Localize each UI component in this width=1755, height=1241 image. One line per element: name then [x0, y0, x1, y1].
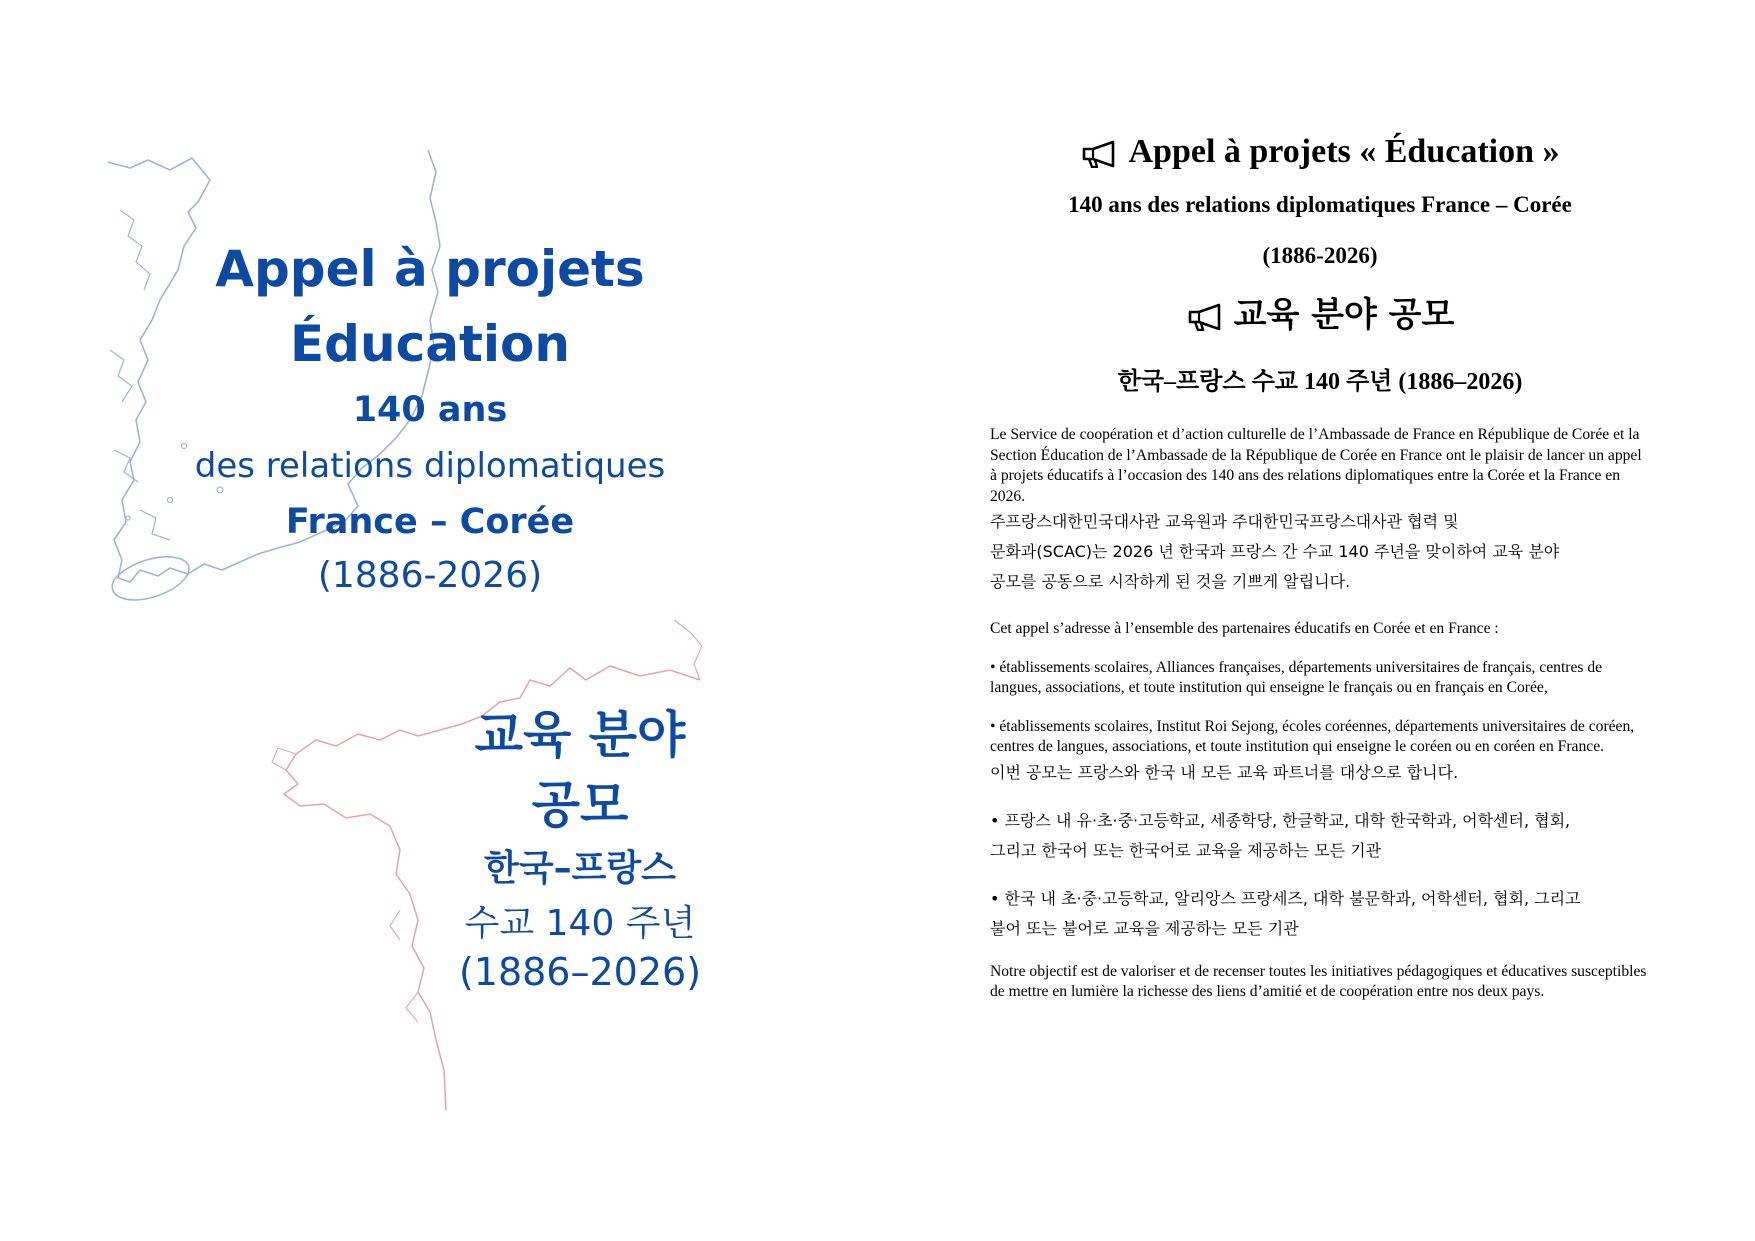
bullet-ko-2-line2: 불어 또는 불어로 교육을 제공하는 모든 기관 [990, 918, 1299, 938]
poster-title-line1: Appel à projets [215, 240, 645, 298]
document-title-ko [990, 293, 1650, 337]
document-title-fr [990, 130, 1650, 174]
megaphone-icon [1186, 303, 1226, 331]
poster-years-ko: (1886–2026) [458, 950, 702, 994]
objective-paragraph-fr: Notre objectif est de valoriser et de recenser toutes les initiatives pédagogiques et éducatives susceptibles de mettre en lumière la richesse des liens d’amitié et de coopération entre nos deux pays. [990, 962, 1647, 1000]
audience-paragraph-fr: Cet appel s’adresse à l’ensemble des partenaires éducatifs en Corée et en France : [990, 620, 1499, 637]
poster-title-line2: Éducation [290, 315, 570, 373]
poster-subtitle-relations: des relations diplomatiques [194, 446, 666, 486]
announcement-document [990, 130, 1650, 1003]
intro-paragraph-ko-line3: 공모를 공동으로 시작하게 된 것을 기쁘게 알립니다. [990, 572, 1351, 591]
poster-years-fr: (1886-2026) [317, 555, 543, 596]
poster [100, 150, 800, 1110]
poster-ko-title-line1: 교육 분야 [474, 706, 686, 764]
document-title-fr-text: Appel à projets « Éducation » [1128, 133, 1560, 170]
bullet-ko-1-line2: 그리고 한국어 또는 한국어로 교육을 제공하는 모든 기관 [990, 840, 1382, 860]
document-body [990, 425, 1650, 1003]
intro-paragraph-ko-line2: 문화과(SCAC)는 2026 년 한국과 프랑스 간 수교 140 주년을 맞이하여 교육 분야 [990, 542, 1560, 561]
document-title-ko-text: 교육 분야 공모 [1233, 295, 1455, 335]
intro-paragraph-fr: Le Service de coopération et d’action culturelle de l’Ambassade de France en République de Corée et la Section Éducation de l’Ambassade de la République de Corée en France ont le plaisir de lancer un appel à projets éducatifs à l’occasion des 140 ans des relations diplomatiques entre la Corée et la France en 2026. [990, 426, 1642, 505]
poster-subtitle-140-ans: 140 ans [352, 390, 508, 430]
intro-paragraph-ko-line1: 주프랑스대한민국대사관 교육원과 주대한민국프랑스대사관 협력 및 [990, 512, 1459, 531]
poster-subtitle-france-coree: France – Corée [285, 502, 575, 542]
audience-paragraph-ko: 이번 공모는 프랑스와 한국 내 모든 교육 파트너를 대상으로 합니다. [990, 762, 1459, 782]
bullet-fr-1: • établissements scolaires, Alliances françaises, départements universitaires de français, centres de langues, associations, et toute institution qui enseigne le français ou en français en Corée, [990, 658, 1603, 696]
bullet-ko-1-line1: • 프랑스 내 유·초·중·고등학교, 세종학당, 한글학교, 대학 한국학과, 어학센터, 협회, [990, 810, 1571, 830]
document-years-fr: (1886-2026) [1262, 243, 1378, 268]
document-subtitle-fr: 140 ans des relations diplomatiques France – Corée [1068, 192, 1572, 217]
document-subtitle-ko: 한국–프랑스 수교 140 주년 (1886–2026) [1117, 369, 1523, 395]
megaphone-icon [1080, 140, 1120, 168]
poster-ko-subtitle-line1: 한국–프랑스 [484, 848, 676, 889]
poster-ko-title-line2: 공모 [531, 776, 629, 834]
bullet-fr-2: • établissements scolaires, Institut Roi Sejong, écoles coréennes, départements universitaires de coréen, centres de langues, associations, et toute institution qui enseigne le coréen ou en coréen en France. [990, 717, 1635, 755]
poster-ko-subtitle-line2: 수교 140 주년 [464, 903, 696, 944]
bullet-ko-2-line1: • 한국 내 초·중·고등학교, 알리앙스 프랑세즈, 대학 불문학과, 어학센터, 협회, 그리고 [990, 888, 1581, 908]
